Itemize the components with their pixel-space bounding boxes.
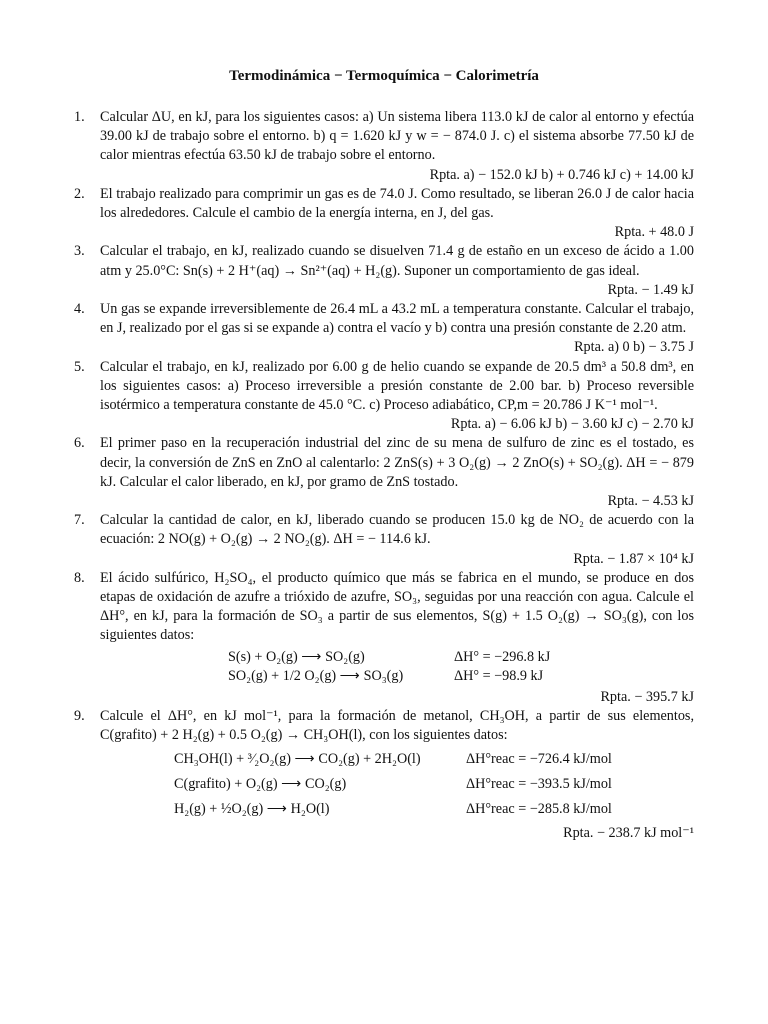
equation-row [100, 648, 694, 667]
equation-enthalpy: ΔH°reac = −726.4 kJ/mol [466, 751, 612, 768]
problem-2 [74, 185, 694, 243]
equation-reaction: CH₃OH(l) + ³⁄₂O₂(g) ⟶ CO₂(g) + 2H₂O(l) [174, 751, 421, 768]
problem-answer: Rpta. − 4.53 kJ [607, 493, 694, 510]
problem-answer: Rpta. a) − 6.06 kJ b) − 3.60 kJ c) − 2.70 kJ [450, 416, 694, 433]
problem-number: 6. [74, 435, 85, 452]
equation-reaction: C(grafito) + O₂(g) ⟶ CO₂(g) [174, 776, 347, 793]
problem-answer: Rpta. + 48.0 J [614, 224, 694, 241]
equation-reaction: H₂(g) + ½O₂(g) ⟶ H₂O(l) [174, 801, 330, 818]
problem-5 [74, 358, 694, 435]
problem-number: 9. [74, 707, 85, 724]
problem-9 [74, 707, 694, 844]
problem-text: El ácido sulfúrico, H₂SO₄, el producto químico que más se fabrica en el mundo, se produce en dos etapas de oxidación de azufre a trióxido de azufre, SO₃, seguidas por una reacción con agua. Calcule el ΔH°, en kJ, para la formación de SO₃ a partir de sus elementos, S(g) + 1.5 O₂(g) → SO₃(g), con los siguientes datos: [100, 569, 694, 644]
problem-6 [74, 434, 694, 511]
equation-row [100, 747, 694, 772]
problem-7 [74, 511, 694, 569]
equation-row [100, 667, 694, 686]
problem-answer: Rpta. − 1.49 kJ [607, 281, 694, 298]
problem-answer: Rpta. a) 0 b) − 3.75 J [574, 339, 694, 356]
equation-reaction: SO₂(g) + 1/2 O₂(g) ⟶ SO₃(g) [228, 667, 404, 684]
problem-text: Un gas se expande irreversiblemente de 26.4 mL a 43.2 mL a temperatura constante. Calcular el trabajo, en J, realizado por el gas si se expande a) contra el vacío y b) contra una presión constante de 2.20 atm. [100, 301, 694, 337]
problem-number: 2. [74, 185, 85, 202]
problem-4 [74, 300, 694, 358]
problem-text: Calcular la cantidad de calor, en kJ, liberado cuando se producen 15.0 kg de NO₂ de acuerdo con la ecuación: 2 NO(g) + O₂(g) → 2 NO₂(g). ΔH = − 114.6 kJ. [100, 512, 694, 548]
problem-text: Calcular ΔU, en kJ, para los siguientes casos: a) Un sistema libera 113.0 kJ de calor al entorno y efectúa 39.00 kJ de trabajo sobre el entorno. b) q = 1.620 kJ y w = − 874.0 J. c) el sistema absorbe 77.50 kJ de calor mientras efectúa 63.50 kJ de trabajo sobre el entorno. [100, 109, 694, 164]
problem-text: Calcule el ΔH°, en kJ mol⁻¹, para la formación de metanol, CH₃OH, a partir de sus elementos, C(grafito) + 2 H₂(g) + 0.5 O₂(g) → CH₃OH(l), con los siguientes datos: [100, 707, 694, 744]
problem-number: 3. [74, 243, 85, 260]
equation-reaction: S(s) + O₂(g) ⟶ SO₂(g) [228, 648, 365, 665]
problem-text: El primer paso en la recuperación industrial del zinc de su mena de sulfuro de zinc es el tostado, es decir, la conversión de ZnS en ZnO al calentarlo: 2 ZnS(s) + 3 O₂(g) → 2 ZnO(s) + SO₂(g). ΔH = − 879 kJ. Calcular el calor liberado, en kJ, por gramo de ZnS tostado. [100, 435, 694, 490]
equation-block [100, 648, 694, 686]
problem-answer: Rpta. − 238.7 kJ mol⁻¹ [563, 825, 694, 842]
problem-number: 1. [74, 109, 85, 125]
problem-1 [74, 108, 694, 185]
equation-row [100, 772, 694, 797]
problem-text: El trabajo realizado para comprimir un gas es de 74.0 J. Como resultado, se liberan 26.0 J de calor hacia los alrededores. Calcule el cambio de la energía interna, en J, del gas. [100, 185, 694, 222]
equation-enthalpy: ΔH° = −296.8 kJ [454, 648, 551, 665]
page-title: Termodinámica − Termoquímica − Calorimetría [229, 68, 539, 84]
problem-text: Calcular el trabajo, en kJ, realizado por 6.00 g de helio cuando se expande de 20.5 dm³ a 50.8 dm³, en los siguientes casos: a) Proceso irreversible a presión constante de 2.00 bar. b) Proceso reversible isotérmico a temperatura constante de 45.0 °C. c) Proceso adiabático, CP,m = 20.786 J K⁻¹ mol⁻¹. [100, 358, 694, 414]
problem-3 [74, 242, 694, 300]
problem-number: 4. [74, 301, 85, 318]
equation-row [100, 797, 694, 822]
problem-answer: Rpta. − 1.87 × 10⁴ kJ [573, 550, 694, 567]
equation-block [100, 747, 694, 822]
problem-answer: Rpta. − 395.7 kJ [600, 688, 694, 705]
problem-answer: Rpta. a) − 152.0 kJ b) + 0.746 kJ c) + 14.00 kJ [429, 166, 694, 183]
problem-number: 7. [74, 512, 85, 529]
problem-number: 8. [74, 569, 85, 586]
problem-text: Calcular el trabajo, en kJ, realizado cuando se disuelven 71.4 g de estaño en un exceso de ácido a 1.00 atm y 25.0°C: Sn(s) + 2 H⁺(aq) → Sn²⁺(aq) + H₂(g). Suponer un comportamiento de gas ideal. [100, 243, 694, 279]
problem-number: 5. [74, 358, 85, 375]
problem-8 [74, 569, 694, 707]
problem-list [74, 108, 694, 844]
equation-enthalpy: ΔH°reac = −393.5 kJ/mol [466, 776, 612, 793]
equation-enthalpy: ΔH° = −98.9 kJ [454, 667, 544, 684]
equation-enthalpy: ΔH°reac = −285.8 kJ/mol [466, 801, 612, 818]
